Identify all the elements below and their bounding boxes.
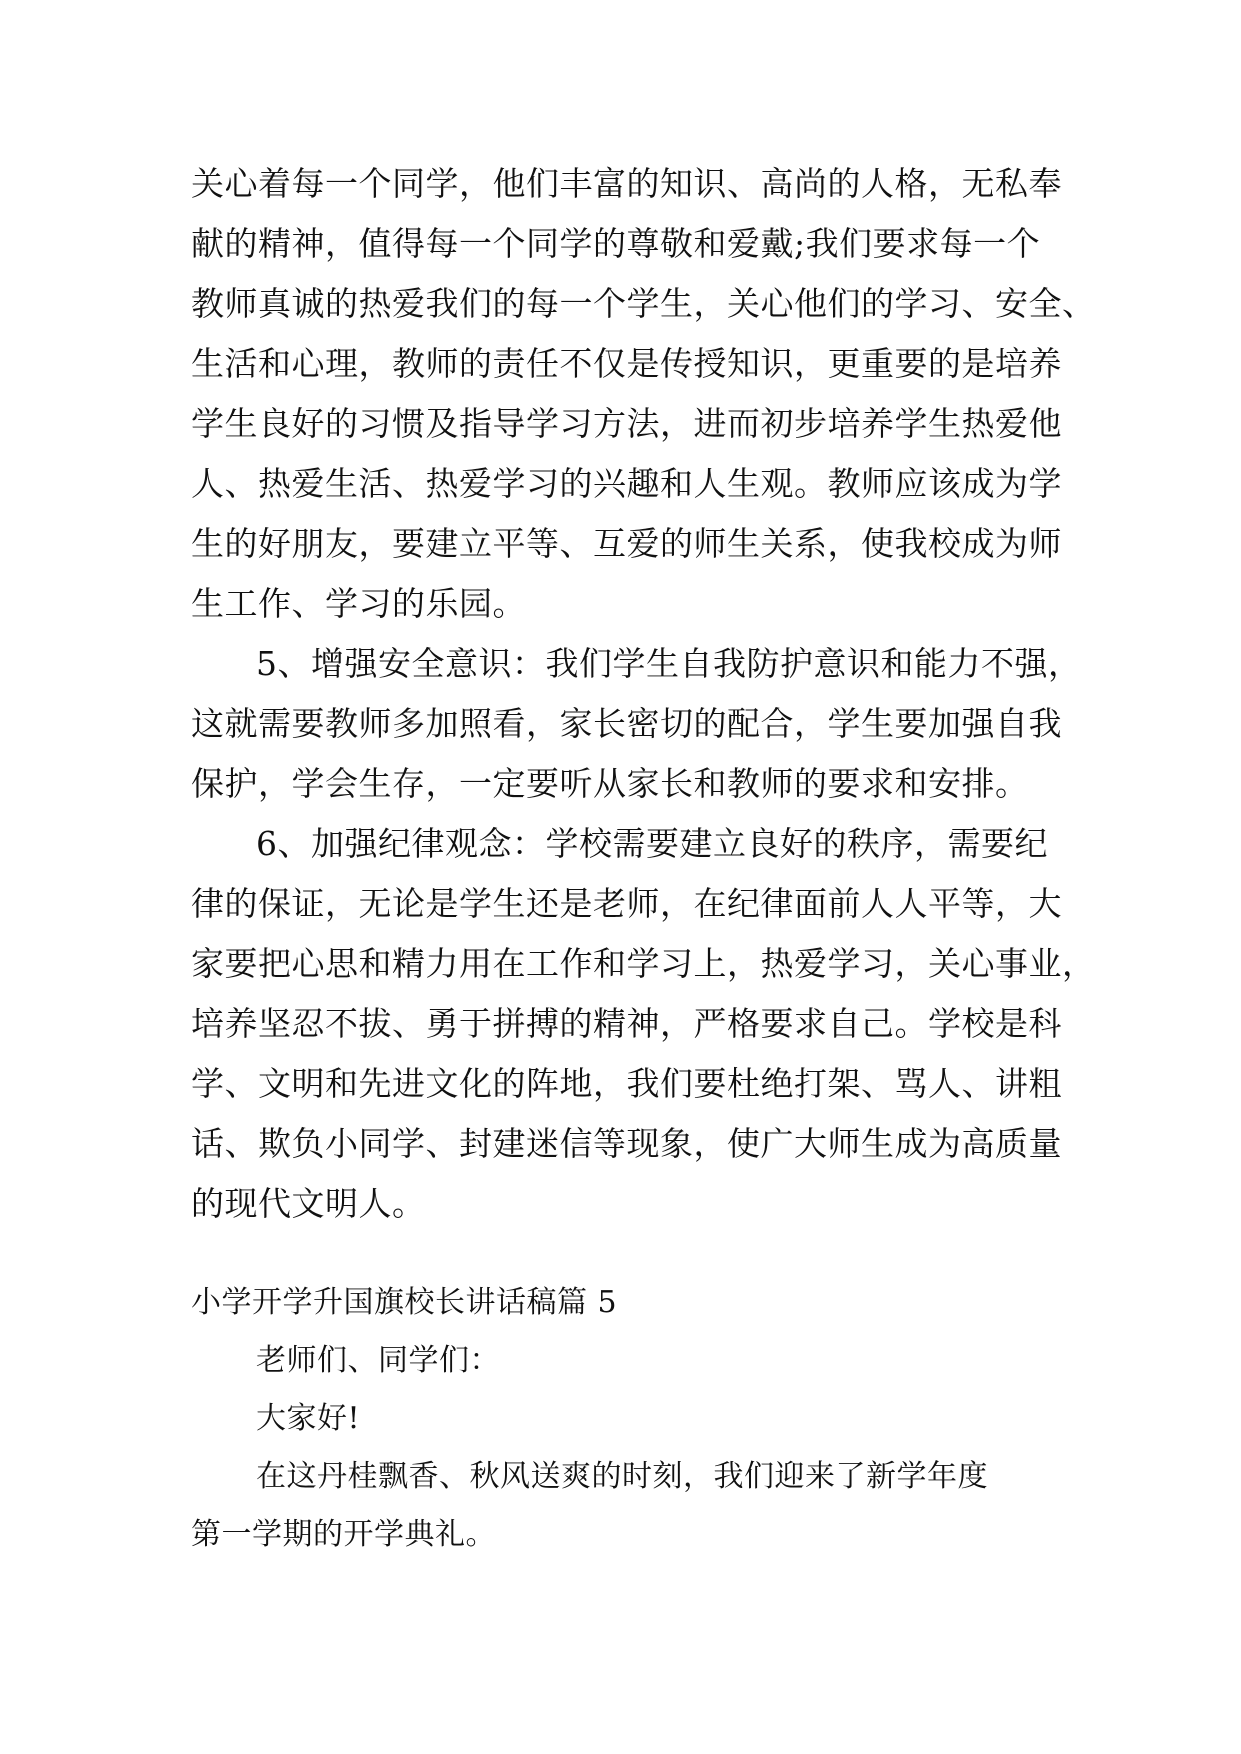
greeting: 大家好! [256,1401,361,1436]
body-text-line: 第一学期的开学典礼。 [191,1517,496,1552]
body-text-line: 培养坚忍不拔、勇于拼搏的精神，严格要求自己。学校是科 [191,1004,1062,1043]
point-5-first-line: 5、增强安全意识：我们学生自我防护意识和能力不强， [256,644,1082,683]
section-title: 小学开学升国旗校长讲话稿篇 5 [191,1285,618,1320]
body-text-line: 人、热爱生活、热爱学习的兴趣和人生观。教师应该成为学 [191,464,1062,503]
body-text-line: 保护，学会生存，一定要听从家长和教师的要求和安排。 [191,764,1029,803]
opening-first-line: 在这丹桂飘香、秋风送爽的时刻，我们迎来了新学年度 [256,1459,988,1494]
body-text-line: 学生良好的习惯及指导学习方法，进而初步培养学生热爱他 [191,404,1062,443]
body-text-line: 献的精神，值得每一个同学的尊敬和爱戴;我们要求每一个 [191,224,1041,263]
body-text-line: 律的保证，无论是学生还是老师，在纪律面前人人平等，大 [191,884,1062,923]
body-text-line: 关心着每一个同学，他们丰富的知识、高尚的人格，无私奉 [191,164,1062,203]
body-text-line: 家要把心思和精力用在工作和学习上，热爱学习，关心事业， [191,944,1096,983]
body-text-line: 教师真诚的热爱我们的每一个学生，关心他们的学习、安全、 [191,284,1096,323]
body-text-line: 学、文明和先进文化的阵地，我们要杜绝打架、骂人、讲粗 [191,1064,1062,1103]
body-text-line: 生的好朋友，要建立平等、互爱的师生关系，使我校成为师 [191,524,1062,563]
salutation: 老师们、同学们： [256,1343,500,1378]
point-6-first-line: 6、加强纪律观念：学校需要建立良好的秩序，需要纪 [256,824,1048,863]
body-text-line: 生工作、学习的乐园。 [191,584,526,623]
body-text-line: 话、欺负小同学、封建迷信等现象，使广大师生成为高质量 [191,1124,1062,1163]
body-text-line: 这就需要教师多加照看，家长密切的配合，学生要加强自我 [191,704,1062,743]
body-text-line: 生活和心理，教师的责任不仅是传授知识，更重要的是培养 [191,344,1062,383]
body-text-line: 的现代文明人。 [191,1184,426,1223]
